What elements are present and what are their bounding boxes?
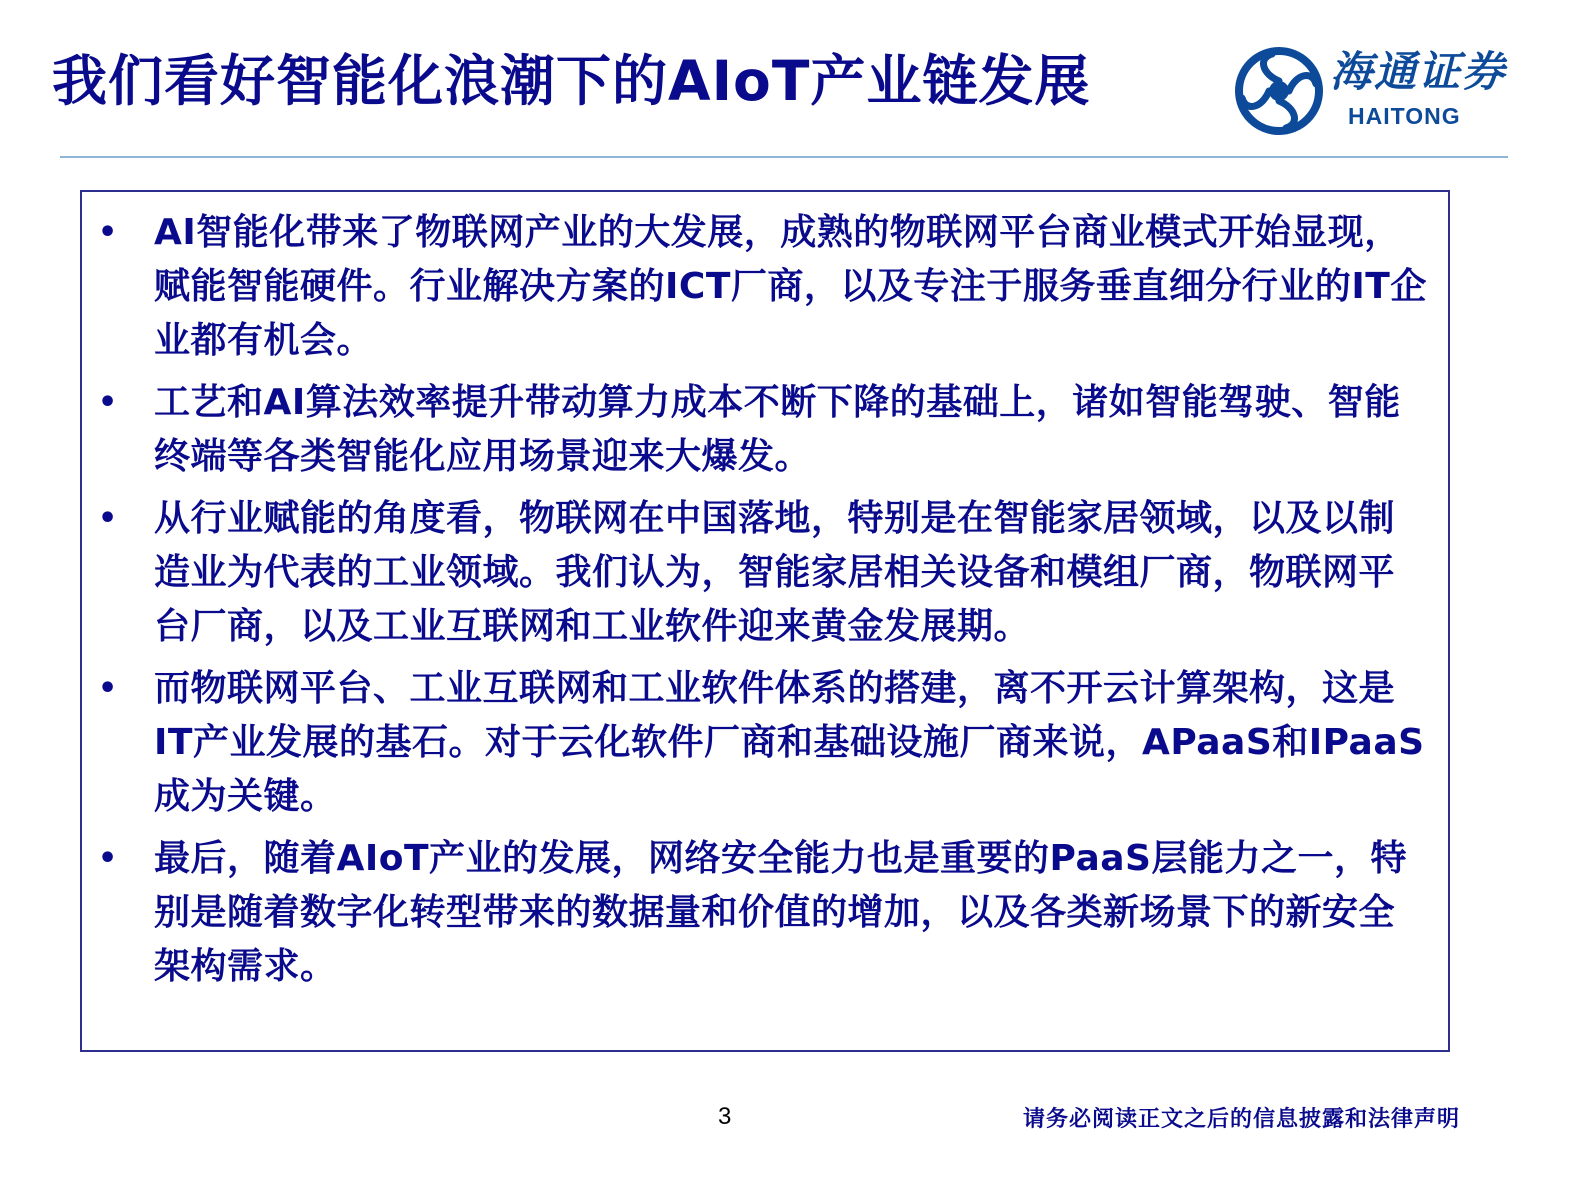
slide-title: 我们看好智能化浪潮下的AIoT产业链发展 [52,49,1091,113]
bullet-text: 而物联网平台、工业互联网和工业软件体系的搭建，离不开云计算架构，这是IT产业发展的基石。对于云化软件厂商和基础设施厂商来说，APaaS和IPaaS成为关键。 [154,668,1425,817]
legal-disclaimer: 请务必阅读正文之后的信息披露和法律声明 [1022,1106,1460,1132]
haitong-emblem-icon [1232,44,1326,138]
bullet-text: 工艺和AI算法效率提升带动算力成本不断下降的基础上，诸如智能驾驶、智能终端等各类智能化应用场景迎来大爆发。 [154,382,1401,477]
logo-english-name: HAITONG [1348,103,1461,129]
content-box [80,190,1450,1052]
bullet-marker: • [98,215,118,250]
logo-chinese-name: 海通证券 [1330,47,1507,96]
bullet-item-5 [82,832,1448,994]
bullet-marker: • [98,501,118,536]
bullet-item-2 [82,376,1448,484]
bullet-marker: • [98,385,118,420]
bullet-text: 最后，随着AIoT产业的发展，网络安全能力也是重要的PaaS层能力之一，特别是随着数字化转型带来的数据量和价值的增加，以及各类新场景下的新安全架构需求。 [154,838,1407,987]
bullet-text: AI智能化带来了物联网产业的大发展，成熟的物联网平台商业模式开始显现，赋能智能硬件。行业解决方案的ICT厂商，以及专注于服务垂直细分行业的IT企业都有机会。 [154,212,1427,361]
haitong-logo [1232,44,1532,138]
bullet-list [82,206,1448,1002]
bullet-item-3 [82,492,1448,654]
bullet-marker: • [98,841,118,876]
page-number: 3 [718,1103,732,1130]
bullet-text: 从行业赋能的角度看，物联网在中国落地，特别是在智能家居领域，以及以制造业为代表的工业领域。我们认为，智能家居相关设备和模组厂商，物联网平台厂商，以及工业互联网和工业软件迎来黄金发展期。 [154,498,1396,647]
bullet-item-4 [82,662,1448,824]
bullet-item-1 [82,206,1448,368]
bullet-marker: • [98,671,118,706]
title-divider [60,156,1508,158]
